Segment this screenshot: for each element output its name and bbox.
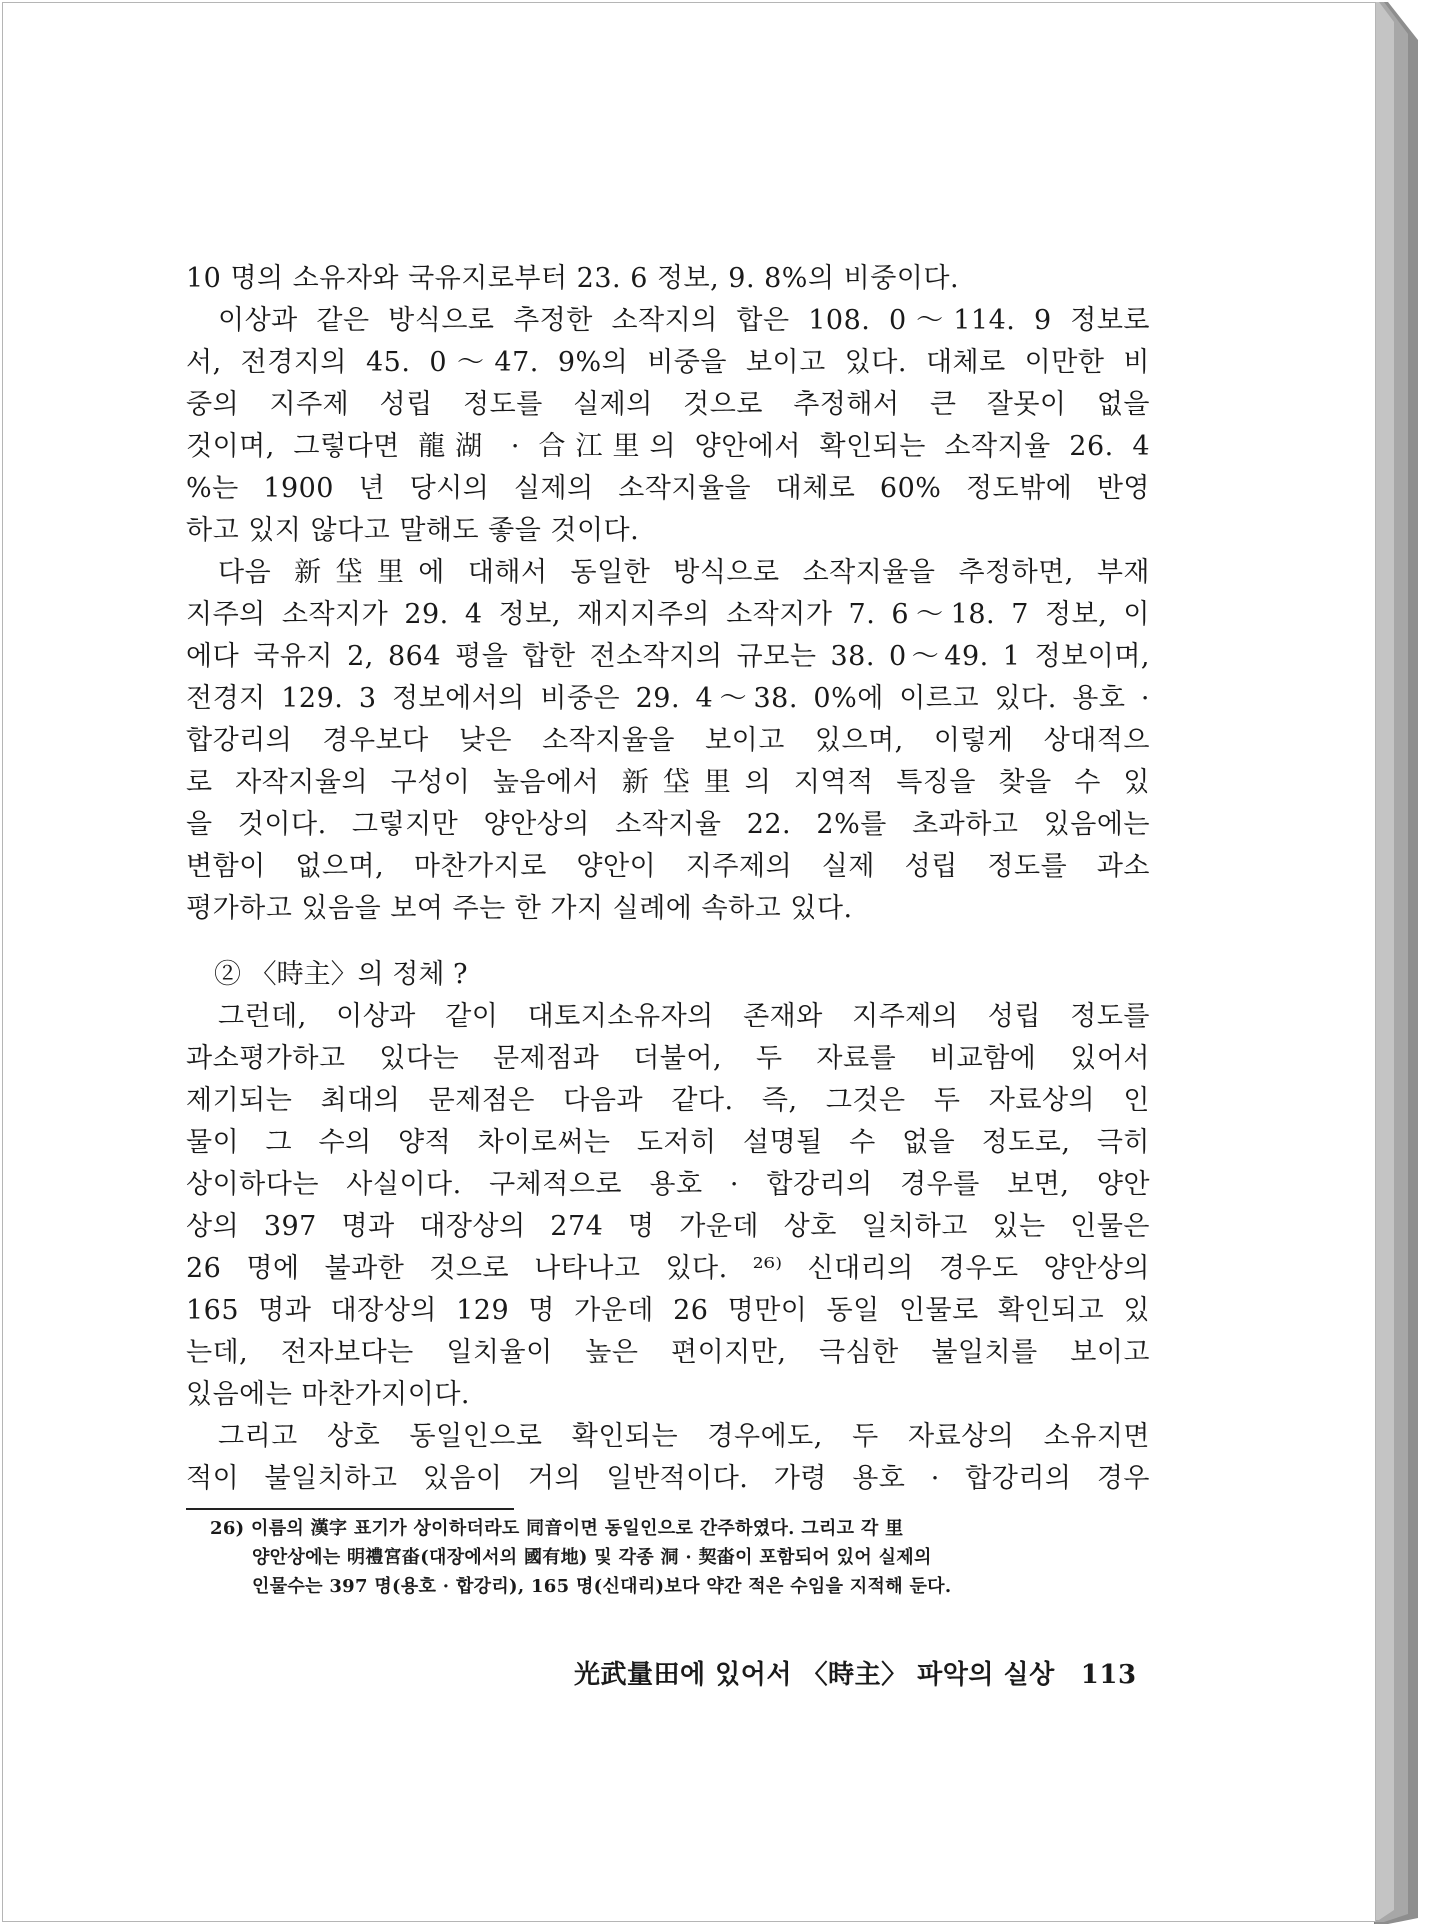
text-line: 합강리의 경우보다 낮은 소작지율을 보이고 있으며, 이렇게 상대적으 bbox=[186, 725, 1150, 756]
text-line: 상의 397 명과 대장상의 274 명 가운데 상호 일치하고 있는 인물은 bbox=[186, 1211, 1150, 1242]
footnote-line: 인물수는 397 명(용호 · 합강리), 165 명(신대리)보다 약간 적은 수임을 지적해 둔다. bbox=[252, 1576, 952, 1597]
text-line: 물이 그 수의 양적 차이로써는 도저히 설명될 수 없을 정도로, 극히 bbox=[186, 1127, 1150, 1158]
text-line: 중의 지주제 성립 정도를 실제의 것으로 추정해서 큰 잘못이 없을 bbox=[186, 389, 1150, 420]
text-line: 있음에는 마찬가지이다. bbox=[186, 1379, 470, 1410]
text-line: 상이하다는 사실이다. 구체적으로 용호 · 합강리의 경우를 보면, 양안 bbox=[186, 1169, 1150, 1200]
text-line: 변함이 없으며, 마찬가지로 양안이 지주제의 실제 성립 정도를 과소 bbox=[186, 851, 1150, 882]
footnote-line: 양안상에는 明禮宮畓(대장에서의 國有地) 및 각종 洞 · 契畓이 포함되어 있어 실제의 bbox=[252, 1547, 932, 1568]
footnote-divider bbox=[186, 1508, 514, 1510]
text-line: 이상과 같은 방식으로 추정한 소작지의 합은 108. 0～114. 9 정보로 bbox=[218, 305, 1150, 336]
page-edge-stack bbox=[1374, 0, 1418, 1926]
text-line: 그리고 상호 동일인으로 확인되는 경우에도, 두 자료상의 소유지면 bbox=[218, 1421, 1150, 1452]
text-line: 평가하고 있음을 보여 주는 한 가지 실례에 속하고 있다. bbox=[186, 893, 853, 924]
text-line: 제기되는 최대의 문제점은 다음과 같다. 즉, 그것은 두 자료상의 인 bbox=[186, 1085, 1150, 1116]
running-footer bbox=[574, 1654, 1137, 1691]
footnote bbox=[186, 1514, 1150, 1601]
page-number: 113 bbox=[1080, 1660, 1137, 1690]
text-line: 에다 국유지 2, 864 평을 합한 전소작지의 규모는 38. 0～49. 1 정보이며, bbox=[186, 641, 1150, 672]
text-line: 적이 불일치하고 있음이 거의 일반적이다. 가령 용호 · 합강리의 경우 bbox=[186, 1463, 1150, 1494]
text-line: 과소평가하고 있다는 문제점과 더불어, 두 자료를 비교함에 있어서 bbox=[186, 1043, 1150, 1074]
paragraph-group-1 bbox=[186, 258, 1150, 930]
text-line: 하고 있지 않다고 말해도 좋을 것이다. bbox=[186, 515, 640, 546]
text-line: 전경지 129. 3 정보에서의 비중은 29. 4～38. 0%에 이르고 있다. 용호 · bbox=[186, 683, 1150, 714]
text-line: %는 1900 년 당시의 실제의 소작지율을 대체로 60% 정도밖에 반영 bbox=[186, 473, 1150, 504]
section-heading: ② 〈時主〉의 정체 ? bbox=[214, 959, 468, 990]
text-line: 는데, 전자보다는 일치율이 높은 편이지만, 극심한 불일치를 보이고 bbox=[186, 1337, 1150, 1368]
footnote-line: 26) 이름의 漢字 표기가 상이하더라도 同音이면 동일인으로 간주하였다. 그리고 각 里 bbox=[210, 1518, 904, 1539]
text-line: 그런데, 이상과 같이 대토지소유자의 존재와 지주제의 성립 정도를 bbox=[218, 1001, 1150, 1032]
text-line: 서, 전경지의 45. 0～47. 9%의 비중을 보이고 있다. 대체로 이만한 비 bbox=[186, 347, 1150, 378]
text-line: 을 것이다. 그렇지만 양안상의 소작지율 22. 2%를 초과하고 있음에는 bbox=[186, 809, 1150, 840]
text-line: 10 명의 소유자와 국유지로부터 23. 6 정보, 9. 8%의 비중이다. bbox=[186, 263, 960, 294]
document-body bbox=[186, 258, 1150, 1601]
paragraph-group-2 bbox=[186, 996, 1150, 1500]
text-line: 지주의 소작지가 29. 4 정보, 재지지주의 소작지가 7. 6～18. 7 정보, 이 bbox=[186, 599, 1150, 630]
text-line: 것이며, 그렇다면 龍湖 · 合江里의 양안에서 확인되는 소작지율 26. 4 bbox=[186, 431, 1150, 462]
text-line: 다음 新垈里에 대해서 동일한 방식으로 소작지율을 추정하면, 부재 bbox=[218, 557, 1150, 588]
text-line: 165 명과 대장상의 129 명 가운데 26 명만이 동일 인물로 확인되고 있 bbox=[186, 1295, 1150, 1326]
text-line: 로 자작지율의 구성이 높음에서 新垈里의 지역적 특징을 찾을 수 있 bbox=[186, 767, 1150, 798]
footer-title: 光武量田에 있어서 〈時主〉 파악의 실상 bbox=[574, 1660, 1055, 1690]
text-line: 26 명에 불과한 것으로 나타나고 있다. ²⁶⁾ 신대리의 경우도 양안상의 bbox=[186, 1253, 1150, 1284]
